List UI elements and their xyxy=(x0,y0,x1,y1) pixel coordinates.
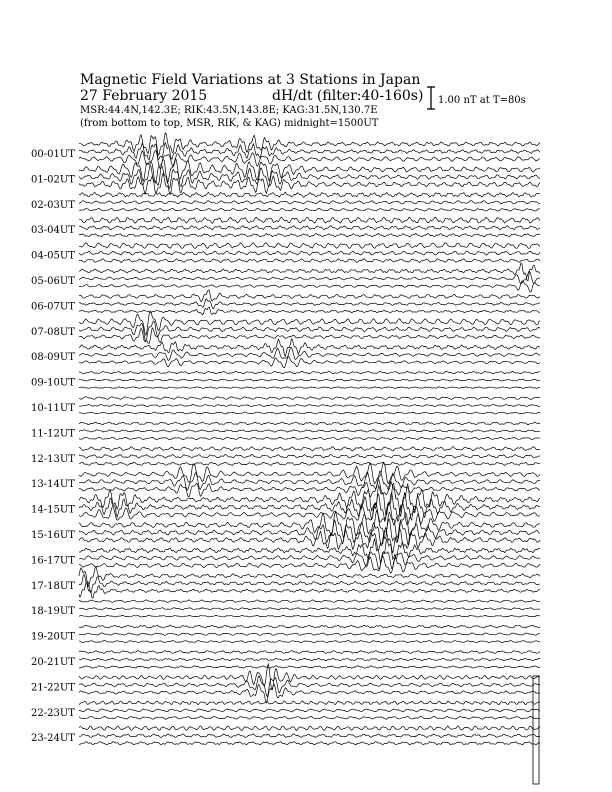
hour-row-05-06UT xyxy=(31,263,540,292)
row-label: 16-17UT xyxy=(31,555,75,567)
row-label: 06-07UT xyxy=(31,301,75,313)
row-label: 19-20UT xyxy=(31,631,75,643)
trace-msr xyxy=(79,666,540,669)
hour-row-21-22UT xyxy=(31,664,540,703)
row-label: 02-03UT xyxy=(31,199,75,211)
row-label: 20-21UT xyxy=(31,657,75,668)
trace-msr xyxy=(79,412,540,414)
scale-label: 1.00 nT at T=80s xyxy=(438,95,526,106)
trace-rik xyxy=(79,271,540,283)
trace-rik xyxy=(79,709,540,712)
row-label: 15-16UT xyxy=(31,530,75,541)
chart-filter: dH/dt (filter:40-160s) xyxy=(272,88,424,104)
chart-title: Magnetic Field Variations at 3 Stations in Japan xyxy=(80,72,421,88)
trace-kag xyxy=(79,243,540,249)
trace-rik xyxy=(79,430,540,433)
trace-rik xyxy=(79,226,540,230)
trace-msr xyxy=(79,583,540,598)
hour-row-04-05UT xyxy=(31,243,540,263)
trace-kag xyxy=(79,651,540,654)
trace-rik xyxy=(79,574,540,593)
row-label: 09-10UT xyxy=(31,377,75,389)
hour-row-11-12UT xyxy=(31,422,540,440)
trace-kag xyxy=(79,625,540,628)
trace-rik xyxy=(79,633,540,635)
hour-row-19-20UT xyxy=(31,625,540,643)
trace-msr xyxy=(79,387,540,389)
hour-row-23-24UT xyxy=(31,726,540,745)
trace-rik xyxy=(79,201,540,204)
hour-row-18-19UT xyxy=(31,600,540,617)
trace-kag xyxy=(79,701,540,705)
hour-row-16-17UT xyxy=(31,538,540,573)
trace-rik xyxy=(79,454,540,458)
hour-row-12-13UT xyxy=(31,447,540,466)
trace-kag xyxy=(79,600,540,603)
trace-rik xyxy=(79,734,540,738)
row-label: 12-13UT xyxy=(31,453,75,465)
row-label: 03-04UT xyxy=(31,225,75,237)
row-label: 11-12UT xyxy=(31,428,75,440)
hour-row-17-18UT xyxy=(31,567,540,598)
trace-rik xyxy=(79,608,540,610)
station-order-note: (from bottom to top, MSR, RIK, & KAG) midnight=1500UT xyxy=(80,118,379,129)
row-label: 23-24UT xyxy=(31,733,75,745)
trace-kag xyxy=(79,159,540,183)
hour-row-06-07UT xyxy=(31,290,540,315)
hour-row-08-09UT xyxy=(31,339,540,368)
row-label: 07-08UT xyxy=(31,326,75,338)
row-label: 01-02UT xyxy=(31,174,75,186)
trace-kag xyxy=(79,371,540,373)
trace-msr xyxy=(79,615,540,617)
trace-msr xyxy=(79,357,540,368)
trace-kag xyxy=(79,217,540,223)
row-label: 17-18UT xyxy=(31,580,75,592)
row-label: 22-23UT xyxy=(31,707,75,719)
row-label: 13-14UT xyxy=(31,479,75,491)
trace-rik xyxy=(79,165,540,188)
row-label: 21-22UT xyxy=(31,682,75,694)
hour-row-09-10UT xyxy=(31,371,540,388)
hour-row-00-01UT xyxy=(31,133,540,169)
trace-rik xyxy=(79,348,540,361)
row-label: 14-15UT xyxy=(31,504,75,516)
trace-msr xyxy=(79,742,540,745)
edge-marker xyxy=(533,676,539,784)
trace-kag xyxy=(79,290,540,302)
trace-rik xyxy=(79,299,540,309)
trace-kag xyxy=(79,397,540,400)
hour-row-07-08UT xyxy=(31,311,540,343)
trace-msr xyxy=(79,208,540,211)
row-label: 00-01UT xyxy=(31,149,75,160)
row-label: 04-05UT xyxy=(31,250,75,262)
trace-kag xyxy=(79,447,540,451)
trace-rik xyxy=(79,251,540,255)
hour-row-10-11UT xyxy=(31,397,540,414)
hour-row-02-03UT xyxy=(31,192,540,211)
row-label: 10-11UT xyxy=(31,403,75,414)
row-label: 08-09UT xyxy=(31,352,75,364)
hour-row-20-21UT xyxy=(31,651,540,669)
trace-kag xyxy=(79,726,540,731)
trace-msr xyxy=(79,259,540,263)
station-coordinates: MSR:44.4N,142.3E; RIK:43.5N,143.8E; KAG:31.5N,130.7E xyxy=(80,105,378,116)
row-label: 18-19UT xyxy=(31,606,75,618)
trace-rik xyxy=(79,658,540,660)
hour-row-13-14UT xyxy=(31,462,540,497)
trace-msr xyxy=(79,684,540,702)
chart-date: 27 February 2015 xyxy=(80,88,208,104)
trace-msr xyxy=(79,641,540,643)
trace-msr xyxy=(79,281,540,292)
trace-msr xyxy=(79,234,540,237)
row-label: 05-06UT xyxy=(31,276,75,287)
trace-rik xyxy=(79,471,540,490)
trace-rik xyxy=(79,404,540,406)
trace-kag xyxy=(79,422,540,425)
hour-row-15-16UT xyxy=(31,510,540,553)
trace-rik xyxy=(79,492,540,522)
trace-msr xyxy=(79,437,540,439)
hour-row-22-23UT xyxy=(31,701,540,719)
trace-rik xyxy=(79,379,540,381)
trace-msr xyxy=(79,307,540,315)
hour-row-03-04UT xyxy=(31,217,540,237)
trace-msr xyxy=(79,716,540,719)
hour-row-01-02UT xyxy=(31,159,540,195)
trace-kag xyxy=(79,192,540,197)
trace-kag xyxy=(79,510,540,541)
trace-msr xyxy=(79,462,540,465)
